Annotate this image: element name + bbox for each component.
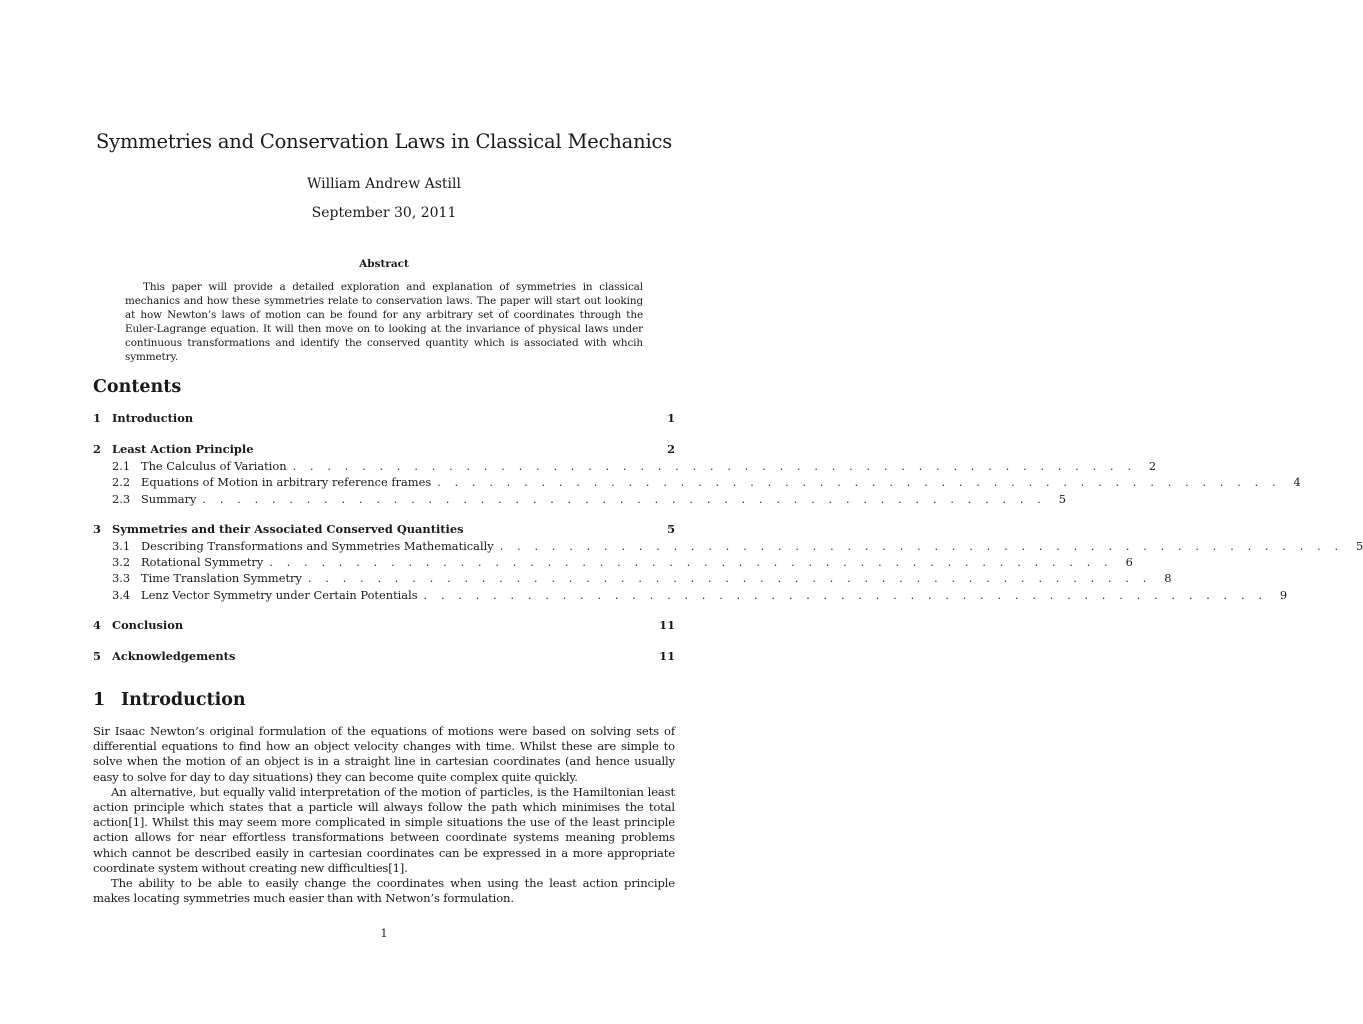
toc-page-number: 4 bbox=[1293, 475, 1301, 490]
toc-subsection-title: Time Translation Symmetry bbox=[141, 571, 302, 586]
toc-page-number: 9 bbox=[1279, 587, 1288, 602]
toc-section-number: 2 bbox=[93, 442, 101, 456]
toc-section-number: 4 bbox=[93, 618, 101, 633]
toc-subsection-number: 3.3 bbox=[112, 571, 131, 586]
toc-entry-time-translation-symmetry[interactable] bbox=[93, 571, 1172, 587]
toc-section-title: Conclusion bbox=[112, 618, 184, 633]
contents-heading: Contents bbox=[93, 377, 182, 397]
toc-page-number: 5 bbox=[1356, 538, 1363, 553]
toc-page-number: 1 bbox=[667, 411, 675, 425]
introduction-heading bbox=[93, 690, 246, 710]
toc-section-number: 1 bbox=[93, 411, 101, 425]
toc-page-number: 8 bbox=[1164, 571, 1172, 586]
toc-subsection-title: The Calculus of Variation bbox=[141, 459, 287, 473]
abstract-text: This paper will provide a detailed exploration and explanation of symmetries in classical mechanics and how these symmetries relate to conservation laws. The paper will start out looking at how Newton’s laws of motion can be found for any arbitrary set of coordinates through the Euler-Lagrange equation. It will then move on to looking at the invariance of physical laws under continuous transformations and identify the conserved quantity which is associated with whcih symmetry. bbox=[125, 281, 643, 363]
toc-entry-symmetries[interactable] bbox=[93, 522, 675, 539]
toc-subsection-title: Rotational Symmetry bbox=[141, 555, 264, 570]
toc-section-title: Introduction bbox=[112, 411, 194, 425]
toc-subsection-number: 2.2 bbox=[112, 475, 131, 490]
toc-entry-least-action-principle[interactable] bbox=[93, 442, 675, 459]
toc-entry-describing-transformations[interactable] bbox=[93, 538, 1363, 555]
toc-subsection-number: 3.1 bbox=[112, 538, 131, 553]
toc-section bbox=[93, 521, 1363, 604]
toc-entry-rotational-symmetry[interactable] bbox=[93, 555, 1133, 571]
toc-section-title: Symmetries and their Associated Conserved Quantities bbox=[112, 521, 464, 536]
toc-page-number: 6 bbox=[1125, 555, 1133, 570]
toc-entry-calculus-of-variation[interactable] bbox=[93, 459, 1157, 475]
toc-entry-introduction[interactable] bbox=[93, 411, 675, 428]
introduction-body bbox=[93, 724, 675, 906]
toc-subsection-title: Describing Transformations and Symmetries Mathematically bbox=[141, 538, 494, 553]
toc-leader-dots: . . . . . . . . . . . . . . . . . . . . . . . . . . . . . . . . . . . . . . . . . . . . . . . . . bbox=[292, 460, 1137, 473]
toc-entry-lenz-vector-symmetry[interactable] bbox=[93, 587, 1288, 604]
toc-subsection-number: 3.2 bbox=[112, 555, 131, 570]
toc-subsection-title: Lenz Vector Symmetry under Certain Potentials bbox=[141, 587, 418, 602]
paragraph: Sir Isaac Newton’s original formulation of the equations of motions were based on solving sets of differential equations to find how an object velocity changes with time. Whilst these are simple to solve when the motion of an object is in a straight line in cartesian coordinates (and hence usually easy to solve for day to day situations) they can become quite complex quite quickly. bbox=[93, 724, 675, 784]
toc-entry-equations-of-motion[interactable] bbox=[93, 475, 1301, 491]
author-name: William Andrew Astill bbox=[307, 176, 461, 192]
paragraph: An alternative, but equally valid interpretation of the motion of particles, is the Hamiltonian least action principle which states that a particle will always follow the path which minimises the total action[1]. Whilst this may seem more complicated in simple situations the use of the least principle action allows for near effortless transformations between coordinate systems meaning problems which cannot be described easily in cartesian coordinates can be expressed in a more appropriate coordinate system without creating new difficulties[1]. bbox=[93, 784, 675, 875]
toc-leader-dots: . . . . . . . . . . . . . . . . . . . . . . . . . . . . . . . . . . . . . . . . . . . . . . . . . bbox=[307, 572, 1152, 586]
toc-section-title: Acknowledgements bbox=[112, 649, 236, 664]
toc-leader-dots: . . . . . . . . . . . . . . . . . . . . . . . . . . . . . . . . . . . . . . . . . . . . . . . . . bbox=[423, 588, 1268, 602]
toc-subsection-number: 2.3 bbox=[112, 491, 131, 506]
toc-page-number: 11 bbox=[659, 618, 675, 633]
toc-section bbox=[93, 442, 1301, 508]
section-number: 1 bbox=[93, 690, 106, 710]
toc-entry-acknowledgements[interactable] bbox=[93, 649, 675, 666]
page-number: 1 bbox=[380, 927, 388, 940]
toc-page-number: 5 bbox=[1058, 491, 1066, 506]
toc-leader-dots: . . . . . . . . . . . . . . . . . . . . . . . . . . . . . . . . . . . . . . . . . . . . . . . . . bbox=[202, 492, 1046, 506]
toc-section bbox=[93, 618, 675, 635]
paper-title: Symmetries and Conservation Laws in Classical Mechanics bbox=[95, 130, 673, 153]
toc-page-number: 11 bbox=[659, 649, 675, 664]
toc-section bbox=[93, 649, 675, 666]
toc-entry-summary[interactable] bbox=[93, 491, 1066, 508]
publication-date: September 30, 2011 bbox=[311, 205, 457, 221]
toc-subsection-title: Summary bbox=[141, 491, 197, 506]
toc-page-number: 5 bbox=[667, 521, 675, 536]
abstract-heading: Abstract bbox=[359, 258, 409, 270]
table-of-contents bbox=[93, 411, 1363, 680]
toc-subsection-title: Equations of Motion in arbitrary reference frames bbox=[141, 475, 432, 490]
toc-section-number: 5 bbox=[93, 649, 101, 664]
toc-subsection-number: 2.1 bbox=[112, 459, 131, 473]
toc-leader-dots: . . . . . . . . . . . . . . . . . . . . . . . . . . . . . . . . . . . . . . . . . . . . . . . . . bbox=[437, 476, 1281, 490]
toc-page-number: 2 bbox=[667, 442, 675, 456]
toc-leader-dots: . . . . . . . . . . . . . . . . . . . . . . . . . . . . . . . . . . . . . . . . . . . . . . . . . bbox=[269, 556, 1113, 570]
toc-section-number: 3 bbox=[93, 521, 101, 536]
toc-leader-dots: . . . . . . . . . . . . . . . . . . . . . . . . . . . . . . . . . . . . . . . . . . . . . . . . . bbox=[499, 539, 1344, 553]
toc-entry-conclusion[interactable] bbox=[93, 618, 675, 635]
toc-subsection-number: 3.4 bbox=[112, 587, 131, 602]
paragraph: The ability to be able to easily change the coordinates when using the least action principle makes locating symmetries much easier than with Netwon’s formulation. bbox=[93, 876, 675, 906]
toc-page-number: 2 bbox=[1148, 459, 1157, 473]
section-title: Introduction bbox=[121, 690, 246, 710]
toc-section bbox=[93, 411, 675, 428]
toc-section-title: Least Action Principle bbox=[112, 442, 254, 456]
